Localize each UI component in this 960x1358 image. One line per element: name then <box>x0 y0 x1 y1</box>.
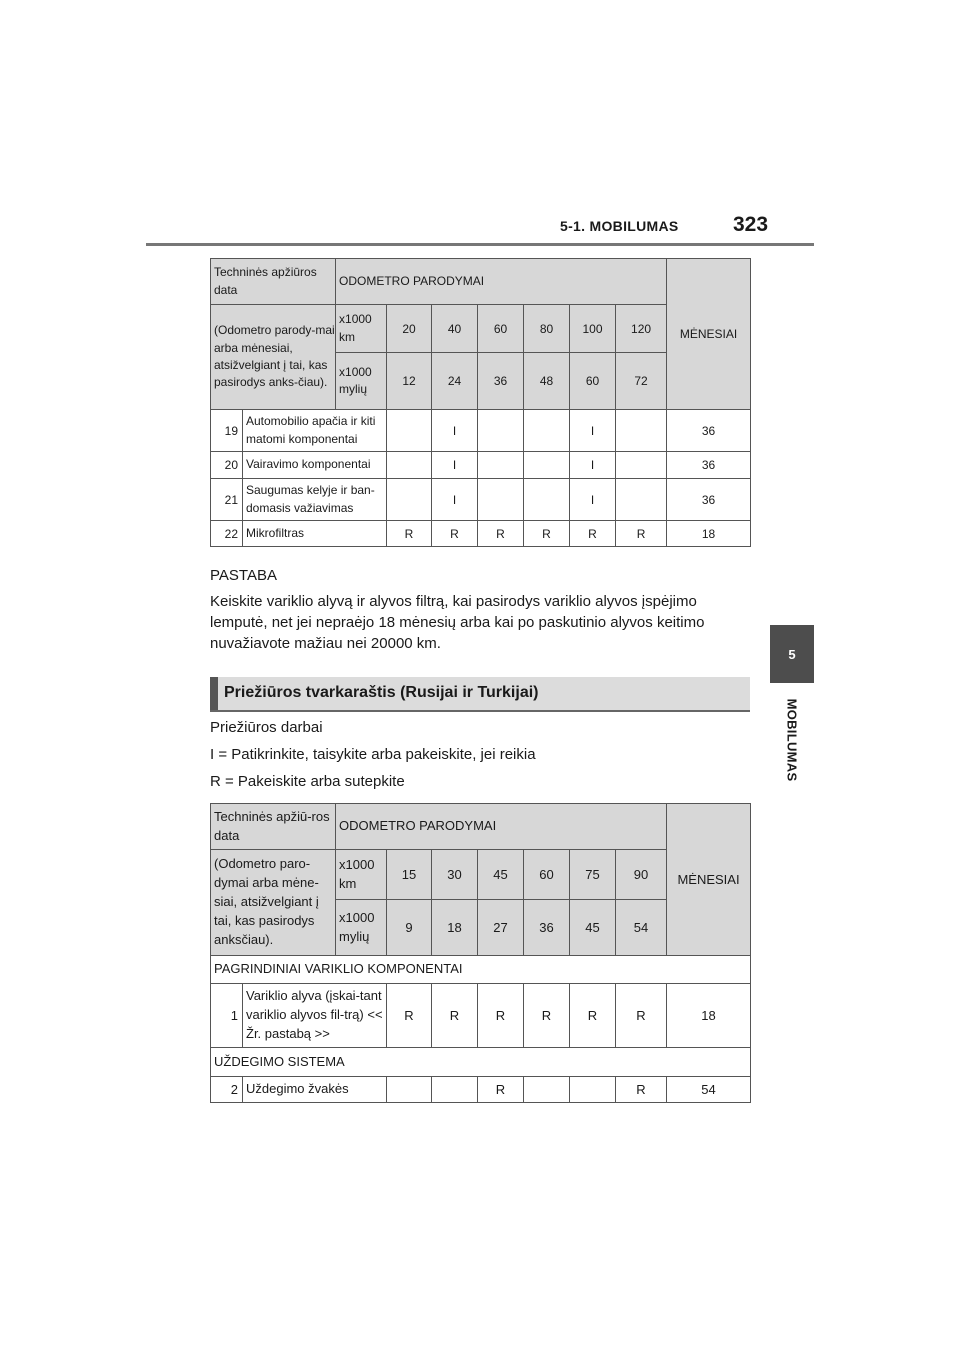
section-heading: Priežiūros tvarkaraštis (Rusijai ir Turkijai) <box>224 684 539 701</box>
row-cell: I <box>432 479 478 521</box>
header-months: MĖNESIAI <box>667 259 751 410</box>
row-cell <box>387 1077 432 1103</box>
miles-value: 60 <box>570 353 616 410</box>
row-months: 36 <box>667 452 751 479</box>
row-cell <box>524 452 570 479</box>
km-value: 120 <box>616 305 667 353</box>
section-header: 5-1. MOBILUMAS <box>560 218 679 234</box>
note-text: Keiskite variklio alyvą ir alyvos filtrą, kai pasirodys variklio alyvos įspėjimo lemputė, net jei nepraėjo 18 mėnesių arba kai po paskutinio alyvos keitimo nuvažiavote mažiau nei 20000 km. <box>210 593 705 652</box>
note-title: PASTABA <box>210 567 277 584</box>
header-note: (Odometro parody-mai arba mėnesiai, atsižvelgiant į tai, kas pasirodys anks-čiau). <box>211 305 336 410</box>
header-note: (Odometro paro-dymai arba mėne-siai, atsižvelgiant į tai, kas pasirodys anksčiau). <box>211 850 336 956</box>
header-months: MĖNESIAI <box>667 804 751 956</box>
row-number: 2 <box>211 1077 243 1103</box>
row-months: 18 <box>667 984 751 1048</box>
header-divider <box>146 243 814 246</box>
table-row <box>211 452 751 479</box>
header-date: Techninės apžiūros data <box>211 259 336 305</box>
row-cell: R <box>524 521 570 547</box>
row-cell: I <box>570 452 616 479</box>
miles-value: 27 <box>478 900 524 956</box>
header-odometer: ODOMETRO PARODYMAI <box>336 259 667 305</box>
header-date: Techninės apžiū-ros data <box>211 804 336 850</box>
section-heading-marker <box>210 677 218 710</box>
row-months: 18 <box>667 521 751 547</box>
km-value: 90 <box>616 850 667 900</box>
row-cell <box>478 479 524 521</box>
row-cell: R <box>570 521 616 547</box>
row-number: 22 <box>211 521 243 547</box>
chapter-label: MOBILUMAS <box>784 698 800 782</box>
row-cell: R <box>387 984 432 1048</box>
row-cell: R <box>616 1077 667 1103</box>
unit-miles: x1000 mylių <box>336 900 387 956</box>
miles-value: 9 <box>387 900 432 956</box>
row-cell <box>432 1077 478 1103</box>
row-cell <box>616 479 667 521</box>
row-item: Automobilio apačia ir kiti matomi komponentai <box>243 410 387 452</box>
row-number: 20 <box>211 452 243 479</box>
row-cell <box>524 479 570 521</box>
row-cell: R <box>524 984 570 1048</box>
row-cell <box>387 452 432 479</box>
group-heading: PAGRINDINIAI VARIKLIO KOMPONENTAI <box>211 956 751 984</box>
row-cell <box>524 410 570 452</box>
km-value: 80 <box>524 305 570 353</box>
row-months: 36 <box>667 410 751 452</box>
row-cell: I <box>432 452 478 479</box>
miles-value: 36 <box>478 353 524 410</box>
row-item: Saugumas kelyje ir ban-domasis važiavimas <box>243 479 387 521</box>
row-cell: R <box>478 521 524 547</box>
row-cell: R <box>570 984 616 1048</box>
miles-value: 72 <box>616 353 667 410</box>
row-cell: R <box>616 984 667 1048</box>
legend-r: R = Pakeiskite arba sutepkite <box>210 773 405 790</box>
miles-value: 54 <box>616 900 667 956</box>
row-cell <box>478 410 524 452</box>
row-cell <box>616 452 667 479</box>
row-cell <box>570 1077 616 1103</box>
maintenance-table-2 <box>210 803 751 1103</box>
unit-km: x1000 km <box>336 850 387 900</box>
miles-value: 45 <box>570 900 616 956</box>
maintenance-table-1 <box>210 258 751 547</box>
row-cell <box>387 479 432 521</box>
row-cell: I <box>570 479 616 521</box>
row-number: 21 <box>211 479 243 521</box>
row-cell: R <box>432 521 478 547</box>
row-cell <box>616 410 667 452</box>
row-cell <box>478 452 524 479</box>
unit-km: x1000 km <box>336 305 387 353</box>
miles-value: 48 <box>524 353 570 410</box>
chapter-number: 5 <box>788 646 796 662</box>
table-row <box>211 521 751 547</box>
row-cell <box>524 1077 570 1103</box>
miles-value: 18 <box>432 900 478 956</box>
table-row <box>211 479 751 521</box>
table-row <box>211 410 751 452</box>
row-item: Vairavimo komponentai <box>243 452 387 479</box>
table-row <box>211 984 751 1048</box>
row-cell: R <box>387 521 432 547</box>
row-number: 1 <box>211 984 243 1048</box>
km-value: 40 <box>432 305 478 353</box>
km-value: 100 <box>570 305 616 353</box>
chapter-label-container <box>770 690 814 790</box>
miles-value: 36 <box>524 900 570 956</box>
table-row <box>211 1077 751 1103</box>
row-item: Uždegimo žvakės <box>243 1077 387 1103</box>
km-value: 75 <box>570 850 616 900</box>
unit-miles: x1000 mylių <box>336 353 387 410</box>
header-odometer: ODOMETRO PARODYMAI <box>336 804 667 850</box>
miles-value: 24 <box>432 353 478 410</box>
km-value: 45 <box>478 850 524 900</box>
page-number: 323 <box>733 213 769 236</box>
row-cell: R <box>478 1077 524 1103</box>
row-cell: I <box>570 410 616 452</box>
row-cell: I <box>432 410 478 452</box>
km-value: 15 <box>387 850 432 900</box>
km-value: 60 <box>478 305 524 353</box>
row-number: 19 <box>211 410 243 452</box>
row-item: Variklio alyva (įskai-tant variklio alyvos fil-trą) << Žr. pastabą >> <box>243 984 387 1048</box>
row-months: 54 <box>667 1077 751 1103</box>
km-value: 60 <box>524 850 570 900</box>
miles-value: 12 <box>387 353 432 410</box>
row-cell: R <box>616 521 667 547</box>
km-value: 20 <box>387 305 432 353</box>
chapter-tab <box>770 625 814 683</box>
group-heading: UŽDEGIMO SISTEMA <box>211 1048 751 1077</box>
km-value: 30 <box>432 850 478 900</box>
row-cell: R <box>478 984 524 1048</box>
row-cell: R <box>432 984 478 1048</box>
row-cell <box>387 410 432 452</box>
row-months: 36 <box>667 479 751 521</box>
row-item: Mikrofiltras <box>243 521 387 547</box>
legend-i: I = Patikrinkite, taisykite arba pakeiskite, jei reikia <box>210 746 536 763</box>
legend-intro: Priežiūros darbai <box>210 719 323 736</box>
